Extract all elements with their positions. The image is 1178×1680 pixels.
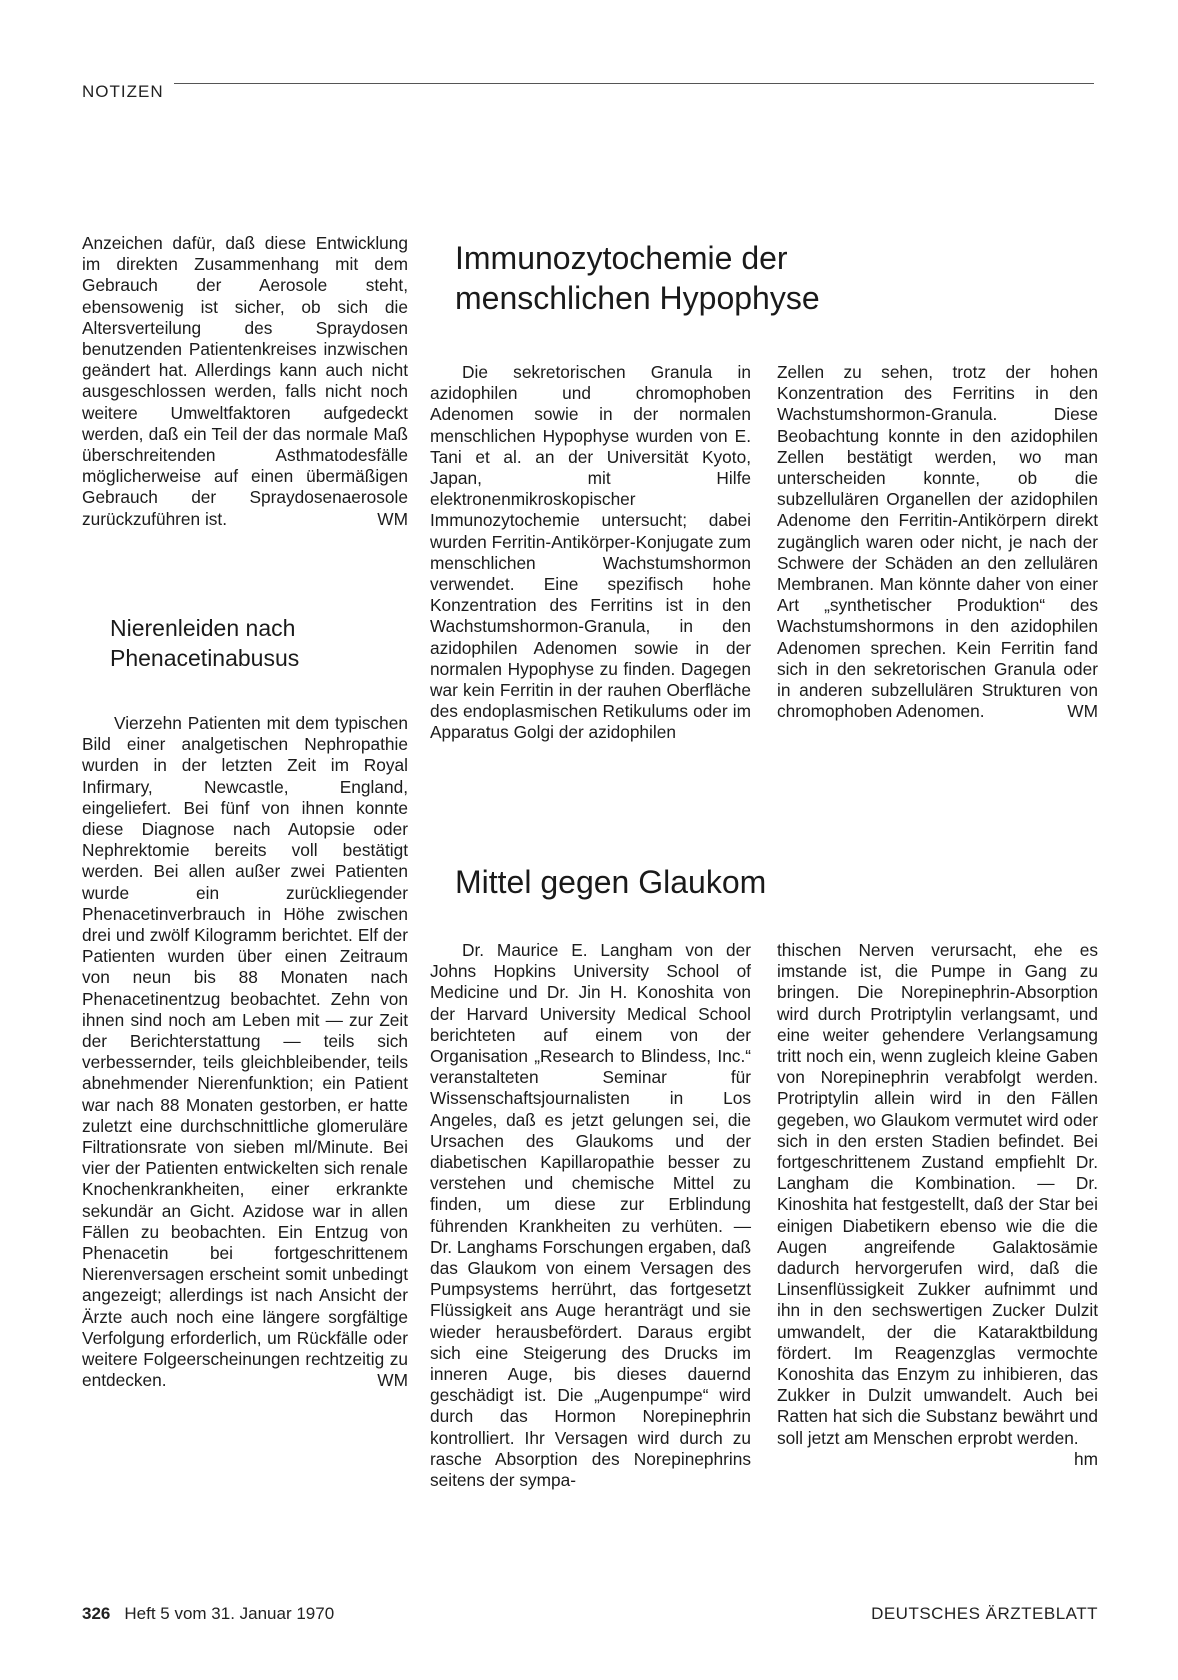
article-title-nieren [110, 613, 410, 673]
nieren-paragraph [82, 713, 408, 1392]
title-line-1: Immunozytochemie der [455, 240, 788, 276]
title-line-2: menschlichen Hypophyse [455, 280, 820, 316]
article-body-nieren [82, 713, 408, 1392]
section-label: NOTIZEN [82, 82, 164, 101]
continuation-text-block [82, 233, 408, 530]
continuation-paragraph [82, 233, 408, 530]
issue-info: Heft 5 vom 31. Januar 1970 [124, 1604, 335, 1623]
title-line-1: Nierenleiden nach [110, 615, 296, 641]
hypophyse-body-2: Zellen zu sehen, trotz der hohen Konzentration des Ferritins in den Wachstumshormon-Granula. Diese Beobachtung konnte in den azidophilen Zellen bestätigt werden, wo man unterscheiden konnte, ob die subzellulären Organellen der azidophilen Adenome den Ferritin-Antikörpern direkt zugänglich waren oder nicht, je nach der Schwere der Schäden an den zellulären Membranen. Man könnte daher von einer Art „synthetischer Produktion“ des Wachstumshormons in den azidophilen Adenomen sprechen. Kein Ferritin fand sich in den sekretorischen Granula oder in anderen subzellulären Strukturen von chromophoben Adenomen. [777, 362, 1098, 722]
hypophyse-paragraph-2 [777, 362, 1098, 722]
glaukom-body-2: thischen Nerven verursacht, ehe es imstande ist, die Pumpe in Gang zu bringen. Die Norepinephrin-Absorption wird durch Protriptylin verlangsamt, und eine weiter gehendere Verlangsamung tritt noch ein, wenn zugleich kleine Gaben von Norepinephrin verabfolgt werden. Protriptylin allein wird in den Fällen gegeben, wo Glaukom vermutet wird oder sich in den ersten Stadien befindet. Bei fortgeschrittenem Zustand empfiehlt Dr. Langham die Kombination. — Dr. Kinoshita hat festgestellt, daß der Star bei einigen Diabetikern ebenso wie die die Augen angreifende Galaktosämie dadurch hervorgerufen wird, daß die Linsenflüssigkeit Zukker aufnimmt und ihn in den sechswertigen Zucker Dulzit umwandelt, der die Kataraktbildung fördert. Im Reagenzglas vermochte Konoshita das Enzym zu inhibieren, das Zukker in Dulzit umwandelt. Auch bei Ratten hat sich die Substanz bewährt und soll jetzt am Menschen erprobt werden. [777, 940, 1098, 1448]
nieren-body: Vierzehn Patienten mit dem typischen Bild einer analgetischen Nephropathie wurden in der letzten Zeit im Royal Infirmary, Newcastle, England, eingeliefert. Bei fünf von ihnen konnte diese Diagnose nach Autopsie oder Nephrektomie bereits voll bestätigt werden. Bei allen außer zwei Patienten wurde ein zurückliegender Phenacetinverbrauch in Höhe zwischen drei und zwölf Kilogramm berichtet. Elf der Patienten wurden über einen Zeitraum von neun bis 88 Monaten nach Phenacetinentzug beobachtet. Zehn von ihnen sind noch am Leben mit — zur Zeit der Berichterstattung — teils sich verbessernder, teils gleichbleibender, teils abnehmender Nierenfunktion; ein Patient war nach 88 Monaten gestorben, er hatte zuletzt eine durchschnittliche glomeruläre Filtrationsrate von sieben ml/Minute. Bei vier der Patienten entwickelten sich renale Knochenkrankheiten, einer erkrankte sekundär an Gicht. Azidose war in allen Fällen zu beobachten. Ein Entzug von Phenacetin bei fortgeschrittenem Nierenversagen erscheint somit unbedingt angezeigt; allerdings ist nach Ansicht der Ärzte auch noch eine längere sorgfältige Verfolgung erforderlich, um Rückfälle oder weitere Folgeerscheinungen rechtzeitig zu entdecken. [82, 713, 408, 1391]
article-title-glaukom: Mittel gegen Glaukom [455, 864, 767, 900]
glaukom-signature: hm [1073, 1448, 1098, 1469]
continuation-signature: WM [377, 508, 408, 529]
glaukom-column-2 [777, 940, 1098, 1470]
article-title-hypophyse [455, 238, 820, 318]
hypophyse-column-1 [430, 362, 751, 744]
hypophyse-signature: WM [1067, 701, 1098, 722]
glaukom-column-1 [430, 940, 751, 1491]
title-line-2: Phenacetinabusus [110, 645, 300, 671]
glaukom-paragraph-1: Dr. Maurice E. Langham von der Johns Hopkins University School of Medicine und Dr. Jin H. Konoshita von der Harvard University Medical School berichteten auf einem von der Organisation „Research to Blindess, Inc.“ veranstalteten Seminar für Wissenschaftsjournalisten in Los Angeles, daß es jetzt gelungen sei, die Ursachen des Glaukoms und der diabetischen Kapillaropathie besser zu verstehen und chemische Mittel zu finden, um diese zur Erblindung führenden Krankheiten zu verhüten. — Dr. Langhams Forschungen ergaben, daß das Glaukom von einem Versagen des Pumpsystems herrührt, das fortgesetzt Flüssigkeit ans Auge heranträgt und sie wieder herausbefördert. Daraus ergibt sich eine Steigerung des Drucks im inneren Auge, bis dieses dauernd geschädigt ist. Die „Augenpumpe“ wird durch das Hormon Norepinephrin kontrolliert. Ihr Versagen wird durch zu rasche Absorption des Norepinephrins seitens der sympa- [430, 940, 751, 1491]
journal-name: DEUTSCHES ÄRZTEBLATT [871, 1604, 1098, 1623]
hypophyse-column-2 [777, 362, 1098, 722]
nieren-signature: WM [377, 1370, 408, 1391]
header-rule [174, 83, 1094, 84]
footer-left [82, 1604, 334, 1624]
page-number: 326 [82, 1604, 111, 1623]
continuation-body: Anzeichen dafür, daß diese Entwicklung im direkten Zusammenhang mit dem Gebrauch der Aerosole steht, ebensowenig ist sicher, ob sich die Altersverteilung des Spraydosen benutzenden Patientenkreises inzwischen geändert hat. Allerdings kann auch nicht ausgeschlossen werden, falls nicht noch weitere Umweltfaktoren aufgedeckt werden, daß ein Teil der das normale Maß überschreitenden Asthmatodesfälle möglicherweise auf einen übermäßigen Gebrauch der Spraydosenaerosole zurückzuführen ist. [82, 233, 408, 529]
hypophyse-paragraph-1: Die sekretorischen Granula in azidophilen und chromophoben Adenomen sowie in der normalen menschlichen Hypophyse wurden von E. Tani et al. an der Universität Kyoto, Japan, mit Hilfe elektronenmikroskopischer Immunozytochemie untersucht; dabei wurden Ferritin-Antikörper-Konjugate zum menschlichen Wachstumshormon verwendet. Eine spezifisch hohe Konzentration des Ferritins ist in den Wachstumshormon-Granula, in den azidophilen Adenomen sowie in der normalen Hypophyse zu finden. Dagegen war kein Ferritin in der rauhen Oberfläche des endoplasmischen Retikulums oder im Apparatus Golgi der azidophilen [430, 362, 751, 743]
glaukom-paragraph-2 [777, 940, 1098, 1469]
